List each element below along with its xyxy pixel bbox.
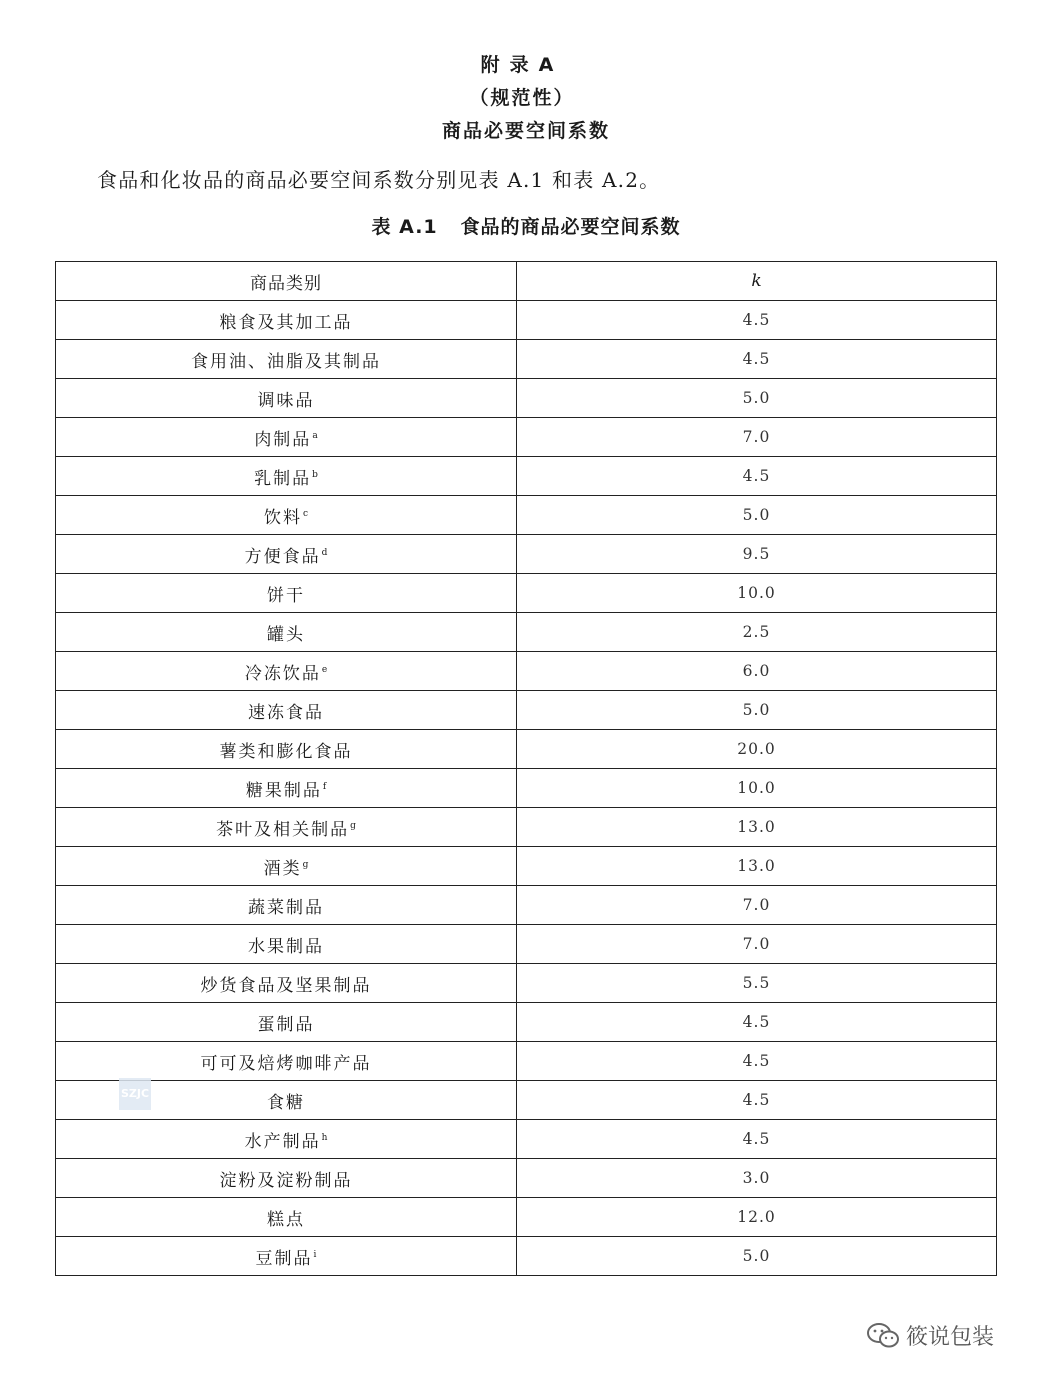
k-value-cell: 4.5	[517, 301, 997, 340]
table-row	[56, 418, 997, 457]
category-label: 酒类	[263, 858, 302, 879]
table-row	[56, 1081, 997, 1120]
table-row	[56, 496, 997, 535]
k-value-cell: 13.0	[517, 808, 997, 847]
appendix-nature: （规范性）	[469, 87, 575, 109]
table-row	[56, 652, 997, 691]
k-value-cell: 4.5	[517, 340, 997, 379]
category-label: 蔬菜制品	[248, 897, 324, 918]
table-row	[56, 1198, 997, 1237]
category-label: 豆制品	[255, 1248, 313, 1269]
k-value-cell: 5.0	[517, 1237, 997, 1276]
footnote-marker: i	[313, 1249, 317, 1260]
table-body	[56, 301, 997, 1276]
category-label: 水果制品	[248, 936, 324, 957]
table-row	[56, 1003, 997, 1042]
category-label: 糕点	[267, 1209, 305, 1230]
category-label: 乳制品	[254, 468, 312, 489]
category-label: 调味品	[257, 390, 315, 411]
k-value-cell: 20.0	[517, 730, 997, 769]
k-value-cell: 6.0	[517, 652, 997, 691]
table-row	[56, 730, 997, 769]
footnote-marker: g	[302, 859, 309, 870]
k-value-cell: 12.0	[517, 1198, 997, 1237]
appendix-title: 附录A	[480, 54, 564, 76]
category-cell	[56, 886, 517, 925]
category-label: 炒货食品及坚果制品	[200, 975, 372, 996]
category-label: 饼干	[267, 585, 305, 606]
k-value-cell: 13.0	[517, 847, 997, 886]
category-cell	[56, 652, 517, 691]
table-row	[56, 1120, 997, 1159]
category-label: 淀粉及淀粉制品	[219, 1170, 353, 1191]
footnote-marker: f	[322, 781, 327, 792]
category-cell	[56, 1003, 517, 1042]
wechat-icon	[866, 1322, 900, 1350]
watermark	[866, 1320, 994, 1351]
appendix-subject: 商品必要空间系数	[441, 120, 610, 142]
table-header-row	[56, 262, 997, 301]
header-k: k	[517, 262, 997, 301]
table-row	[56, 847, 997, 886]
footnote-marker: g	[350, 820, 356, 831]
k-value-cell: 10.0	[517, 769, 997, 808]
table-row	[56, 535, 997, 574]
category-cell	[56, 1159, 517, 1198]
k-value-cell: 4.5	[517, 457, 997, 496]
category-label: 糖果制品	[245, 780, 322, 801]
category-label: 茶叶及相关制品	[216, 819, 350, 840]
category-cell	[56, 1120, 517, 1159]
watermark-text: 筱说包装	[906, 1325, 995, 1350]
k-value-cell: 5.0	[517, 496, 997, 535]
category-label: 薯类和膨化食品	[219, 741, 353, 762]
category-cell	[56, 496, 517, 535]
category-cell	[56, 1042, 517, 1081]
k-value-cell: 3.0	[517, 1159, 997, 1198]
k-value-cell: 4.5	[517, 1120, 997, 1159]
category-cell	[56, 847, 517, 886]
table-row	[56, 1237, 997, 1276]
category-cell	[56, 340, 517, 379]
table-row	[56, 925, 997, 964]
table-caption: 表 A.1 食品的商品必要空间系数	[371, 216, 681, 238]
k-value-cell: 2.5	[517, 613, 997, 652]
table-row	[56, 691, 997, 730]
category-cell	[56, 691, 517, 730]
category-cell	[56, 964, 517, 1003]
footnote-marker: e	[321, 664, 328, 675]
footnote-marker: d	[321, 547, 328, 558]
footnote-marker: h	[321, 1132, 328, 1143]
category-label: 冷冻饮品	[244, 663, 321, 684]
category-cell	[56, 1198, 517, 1237]
table-row	[56, 1042, 997, 1081]
k-value-cell: 7.0	[517, 418, 997, 457]
footnote-marker: b	[312, 469, 318, 480]
category-label: 肉制品	[254, 429, 312, 450]
category-label: 蛋制品	[257, 1014, 315, 1035]
k-value-cell: 4.5	[517, 1003, 997, 1042]
k-value-cell: 5.0	[517, 691, 997, 730]
table-row	[56, 457, 997, 496]
table-row	[56, 613, 997, 652]
k-value-cell: 5.0	[517, 379, 997, 418]
table-row	[56, 379, 997, 418]
category-label: 可可及焙烤咖啡产品	[200, 1053, 372, 1074]
table-row	[56, 808, 997, 847]
category-label: 粮食及其加工品	[219, 312, 353, 333]
category-label: 方便食品	[244, 546, 321, 567]
k-value-cell: 7.0	[517, 925, 997, 964]
table-row	[56, 1159, 997, 1198]
category-cell	[56, 613, 517, 652]
category-cell	[56, 379, 517, 418]
table-row	[56, 964, 997, 1003]
category-label: 速冻食品	[248, 702, 324, 723]
category-label: 食用油、油脂及其制品	[191, 351, 381, 372]
k-value-cell: 4.5	[517, 1081, 997, 1120]
category-cell	[56, 730, 517, 769]
table-row	[56, 301, 997, 340]
table-row	[56, 340, 997, 379]
footnote-marker: c	[302, 508, 309, 519]
category-cell	[56, 418, 517, 457]
header-category: 商品类别	[56, 262, 517, 301]
table-row	[56, 886, 997, 925]
k-value-cell: 9.5	[517, 535, 997, 574]
category-cell	[56, 769, 517, 808]
category-label: 食糖	[267, 1092, 305, 1113]
k-value-cell: 10.0	[517, 574, 997, 613]
table-row	[56, 769, 997, 808]
category-label: 罐头	[267, 624, 305, 645]
category-cell	[56, 1237, 517, 1276]
k-value-cell: 4.5	[517, 1042, 997, 1081]
category-label: 饮料	[263, 507, 302, 528]
intro-paragraph: 食品和化妆品的商品必要空间系数分别见表 A.1 和表 A.2。	[97, 168, 661, 192]
table-row	[56, 574, 997, 613]
category-cell	[56, 808, 517, 847]
category-cell	[56, 574, 517, 613]
category-cell	[56, 301, 517, 340]
coefficient-table	[55, 261, 997, 1276]
footnote-marker: a	[312, 430, 318, 441]
logo-mark: SZJC	[119, 1078, 151, 1110]
k-value-cell: 7.0	[517, 886, 997, 925]
category-label: 水产制品	[244, 1131, 321, 1152]
category-cell	[56, 457, 517, 496]
category-cell	[56, 925, 517, 964]
k-value-cell: 5.5	[517, 964, 997, 1003]
category-cell	[56, 535, 517, 574]
